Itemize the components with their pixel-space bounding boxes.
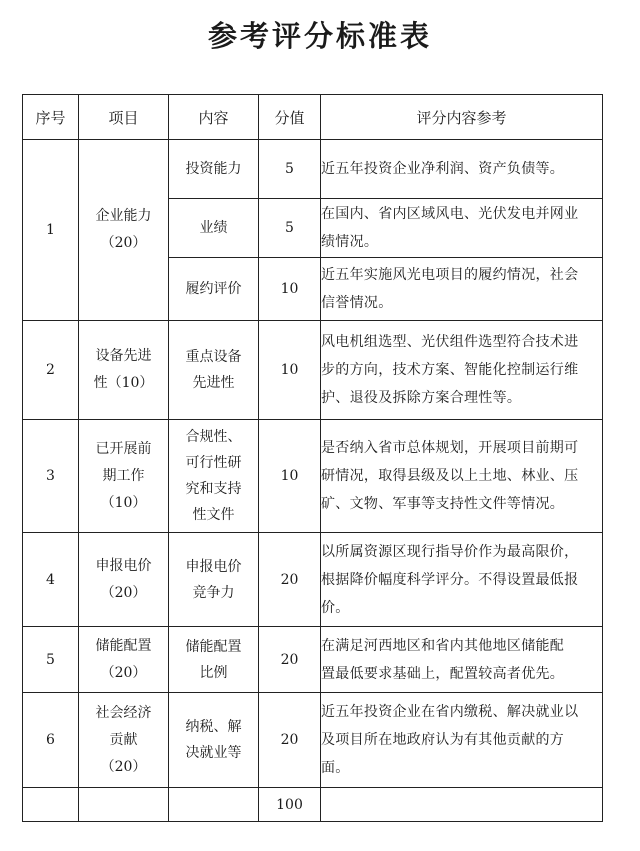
header-score: 分值 [259,95,321,140]
row-item: 已开展前 期工作 （10） [79,420,169,533]
header-no: 序号 [23,95,79,140]
row-reference: 近五年投资企业在省内缴税、解决就业以 及项目所在地政府认为有其他贡献的方 面。 [321,693,603,788]
row-number: 2 [23,321,79,420]
row-content: 履约评价 [169,258,259,321]
page-title: 参考评分标准表 [207,19,432,53]
header-item: 项目 [79,95,169,140]
total-reference [321,788,603,822]
total-content [169,788,259,822]
row-number: 6 [23,693,79,788]
table-row [23,140,603,199]
row-number: 5 [23,627,79,693]
row-content: 业绩 [169,199,259,258]
row-reference: 近五年投资企业净利润、资产负债等。 [321,140,603,199]
row-number: 4 [23,533,79,627]
row-reference: 以所属资源区现行指导价作为最高限价， 根据降价幅度科学评分。不得设置最低报 价。 [321,533,603,627]
table-row [23,627,603,693]
row-reference: 在国内、省内区域风电、光伏发电并网业 绩情况。 [321,199,603,258]
row-score: 10 [259,321,321,420]
table-row [23,533,603,627]
header-reference: 评分内容参考 [321,95,603,140]
row-content: 纳税、解 决就业等 [169,693,259,788]
row-item: 设备先进 性（10） [79,321,169,420]
row-content: 合规性、 可行性研 究和支持 性文件 [169,420,259,533]
row-item: 储能配置 （20） [79,627,169,693]
row-number: 3 [23,420,79,533]
table-row [23,693,603,788]
row-score: 20 [259,533,321,627]
row-number: 1 [23,140,79,321]
row-score: 10 [259,258,321,321]
row-content: 投资能力 [169,140,259,199]
row-content: 储能配置 比例 [169,627,259,693]
row-item: 申报电价 （20） [79,533,169,627]
total-score: 100 [259,788,321,822]
row-score: 5 [259,199,321,258]
row-reference: 近五年实施风光电项目的履约情况，社会 信誉情况。 [321,258,603,321]
table-header-row [23,95,603,140]
scoring-standards-table [22,94,603,822]
header-content: 内容 [169,95,259,140]
total-item [79,788,169,822]
total-row [23,788,603,822]
total-number [23,788,79,822]
row-content: 重点设备 先进性 [169,321,259,420]
row-content: 申报电价 竞争力 [169,533,259,627]
row-reference: 是否纳入省市总体规划，开展项目前期可 研情况，取得县级及以上土地、林业、压 矿、文物、军事等支持性文件等情况。 [321,420,603,533]
row-score: 20 [259,627,321,693]
row-item: 企业能力 （20） [79,140,169,321]
row-reference: 在满足河西地区和省内其他地区储能配 置最低要求基础上，配置较高者优先。 [321,627,603,693]
row-score: 5 [259,140,321,199]
table-row [23,420,603,533]
row-score: 10 [259,420,321,533]
row-item: 社会经济 贡献 （20） [79,693,169,788]
row-reference: 风电机组选型、光伏组件选型符合技术进 步的方向，技术方案、智能化控制运行维 护、退役及拆除方案合理性等。 [321,321,603,420]
table-row [23,321,603,420]
row-score: 20 [259,693,321,788]
